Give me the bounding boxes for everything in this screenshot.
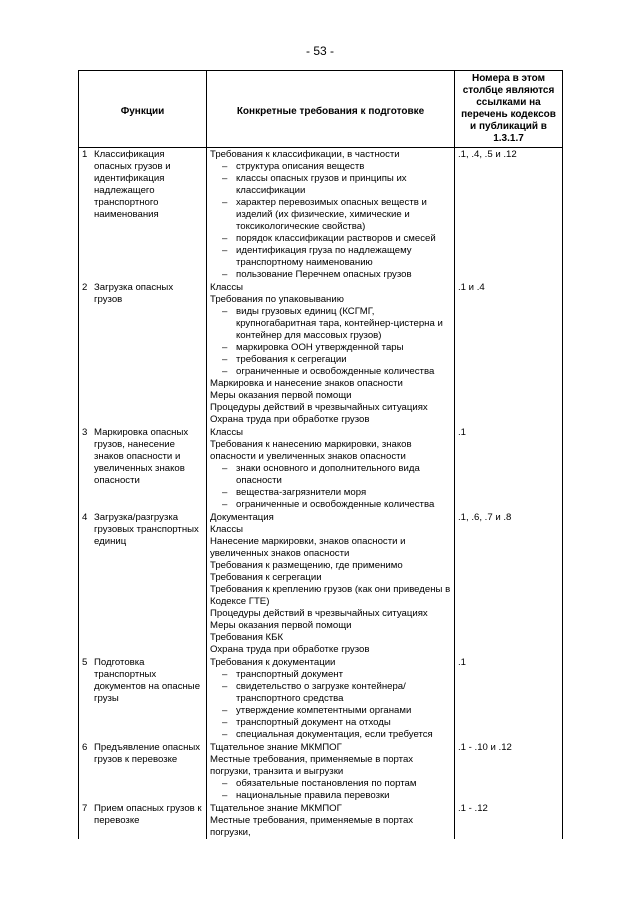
requirement-item: Маркировка и нанесение знаков опасности <box>210 378 403 389</box>
refs-cell: .1 <box>455 656 563 741</box>
dash-bullet: – <box>222 233 228 244</box>
function-number: 2 <box>82 282 88 293</box>
requirement-subitem-text: структура описания веществ <box>236 161 365 172</box>
table-row <box>79 741 563 802</box>
requirement-item: Требования к размещению, где применимо <box>210 560 403 571</box>
requirement-subitem-text: характер перевозимых опасных веществ и изделий (их физические, химические и токсикологические свойства) <box>236 197 427 232</box>
requirement-item: Процедуры действий в чрезвычайных ситуациях <box>210 608 428 619</box>
requirement-subitem <box>210 729 451 741</box>
requirement-item: Тщательное знание МКМПОГ <box>210 803 342 814</box>
requirement-subitem-text: утверждение компетентными органами <box>236 705 412 716</box>
requirement-subitem-text: ограниченные и освобожденные количества <box>236 499 435 510</box>
requirement-item: Меры оказания первой помощи <box>210 390 352 401</box>
refs-cell: .1 и .4 <box>455 281 563 426</box>
requirement-subitem <box>210 778 451 790</box>
refs-cell: .1, .4, .5 и .12 <box>455 148 563 282</box>
function-cell <box>79 741 207 802</box>
dash-bullet: – <box>222 681 228 692</box>
table-row <box>79 281 563 426</box>
requirement-subitem-text: идентификация груза по надлежащему транспортному наименованию <box>236 245 412 268</box>
table-row <box>79 426 563 511</box>
requirement-subitem-text: вещества-загрязнители моря <box>236 487 367 498</box>
requirement-item: Охрана труда при обработке грузов <box>210 644 370 655</box>
requirements-cell <box>207 741 455 802</box>
dash-bullet: – <box>222 173 228 184</box>
requirement-subitem <box>210 173 451 197</box>
requirement-subitem-text: транспортный документ на отходы <box>236 717 391 728</box>
dash-bullet: – <box>222 487 228 498</box>
function-number: 3 <box>82 427 88 438</box>
requirement-item: Процедуры действий в чрезвычайных ситуациях <box>210 402 428 413</box>
requirements-cell <box>207 511 455 656</box>
requirement-subitem <box>210 366 451 378</box>
requirement-subitem <box>210 233 451 245</box>
header-requirements: Конкретные требования к подготовке <box>207 71 455 148</box>
requirement-item: Местные требования, применяемые в портах погрузки, транзита и выгрузки <box>210 754 414 777</box>
function-text: Подготовка транспортных документов на опасные грузы <box>94 657 201 704</box>
requirement-subitem <box>210 306 451 342</box>
dash-bullet: – <box>222 778 228 789</box>
requirement-subitem <box>210 245 451 269</box>
requirement-item: Охрана труда при обработке грузов <box>210 414 370 425</box>
refs-cell: .1 <box>455 426 563 511</box>
header-functions: Функции <box>79 71 207 148</box>
function-text: Прием опасных грузов к перевозке <box>94 803 202 826</box>
function-cell <box>79 281 207 426</box>
function-text: Предъявление опасных грузов к перевозке <box>94 742 201 765</box>
requirement-subitem <box>210 269 451 281</box>
requirement-item: Требования к нанесению маркировки, знаков опасности и увеличенных знаков опасности <box>210 439 412 462</box>
requirement-subitem-text: классы опасных грузов и принципы их классификации <box>236 173 407 196</box>
table-row <box>79 148 563 282</box>
function-text: Классификация опасных грузов и идентификация надлежащего транспортного наименования <box>94 149 171 220</box>
requirement-subitem <box>210 681 451 705</box>
table-row <box>79 511 563 656</box>
dash-bullet: – <box>222 354 228 365</box>
function-number: 5 <box>82 657 88 668</box>
requirement-subitem <box>210 499 451 511</box>
requirement-item: Классы <box>210 282 244 293</box>
dash-bullet: – <box>222 705 228 716</box>
dash-bullet: – <box>222 499 228 510</box>
dash-bullet: – <box>222 669 228 680</box>
refs-cell: .1 - .12 <box>455 802 563 839</box>
requirement-subitem-text: ограниченные и освобожденные количества <box>236 366 435 377</box>
requirement-subitem <box>210 705 451 717</box>
requirement-subitem-text: транспортный документ <box>236 669 343 680</box>
function-number: 1 <box>82 149 88 160</box>
function-text: Маркировка опасных грузов, нанесение знаков опасности и увеличенных знаков опасности <box>94 427 189 486</box>
table-row <box>79 802 563 839</box>
requirement-subitem <box>210 342 451 354</box>
requirement-item: Документация <box>210 512 274 523</box>
dash-bullet: – <box>222 366 228 377</box>
requirement-subitem-text: специальная документация, если требуется <box>236 729 433 740</box>
requirement-item: Требования к сегрегации <box>210 572 322 583</box>
dash-bullet: – <box>222 790 228 801</box>
dash-bullet: – <box>222 245 228 256</box>
requirement-item: Тщательное знание МКМПОГ <box>210 742 342 753</box>
function-cell <box>79 148 207 282</box>
page-number: - 53 - <box>305 44 334 58</box>
dash-bullet: – <box>222 269 228 280</box>
requirement-subitem <box>210 487 451 499</box>
table-row <box>79 656 563 741</box>
function-cell <box>79 511 207 656</box>
dash-bullet: – <box>222 463 228 474</box>
requirement-subitem-text: виды грузовых единиц (КСГМГ, крупногабаритная тара, контейнер-цистерна и контейнер для массовых грузов) <box>236 306 443 341</box>
requirement-subitem-text: свидетельство о загрузке контейнера/транспортного средства <box>236 681 406 704</box>
dash-bullet: – <box>222 729 228 740</box>
function-text: Загрузка/разгрузка грузовых транспортных единиц <box>94 512 199 547</box>
requirement-subitem-text: маркировка ООН утвержденной тары <box>236 342 404 353</box>
dash-bullet: – <box>222 717 228 728</box>
requirement-item: Требования по упаковыванию <box>210 294 344 305</box>
requirement-item: Требования к креплению грузов (как они приведены в Кодексе ГТЕ) <box>210 584 451 607</box>
requirement-item: Требования КБК <box>210 632 284 643</box>
requirement-subitem-text: национальные правила перевозки <box>236 790 390 801</box>
table-header-row <box>79 71 563 148</box>
dash-bullet: – <box>222 197 228 208</box>
requirement-item: Классы <box>210 524 244 535</box>
requirement-item: Меры оказания первой помощи <box>210 620 352 631</box>
function-cell <box>79 426 207 511</box>
requirements-cell <box>207 148 455 282</box>
function-text: Загрузка опасных грузов <box>94 282 174 305</box>
requirement-subitem <box>210 669 451 681</box>
requirement-subitem <box>210 463 451 487</box>
requirement-subitem <box>210 790 451 802</box>
requirement-subitem <box>210 354 451 366</box>
requirements-cell <box>207 281 455 426</box>
function-cell <box>79 656 207 741</box>
requirement-subitem-text: обязательные постановления по портам <box>236 778 417 789</box>
dash-bullet: – <box>222 161 228 172</box>
requirement-item: Нанесение маркировки, знаков опасности и увеличенных знаков опасности <box>210 536 406 559</box>
function-number: 4 <box>82 512 88 523</box>
requirement-subitem-text: порядок классификации растворов и смесей <box>236 233 436 244</box>
requirement-item: Местные требования, применяемые в портах погрузки, <box>210 815 414 838</box>
dash-bullet: – <box>222 306 228 317</box>
requirement-item: Требования к документации <box>210 657 336 668</box>
dash-bullet: – <box>222 342 228 353</box>
requirement-subitem <box>210 717 451 729</box>
requirements-cell <box>207 426 455 511</box>
function-number: 7 <box>82 803 88 814</box>
requirement-subitem <box>210 197 451 233</box>
requirements-cell <box>207 802 455 839</box>
requirement-item: Требования к классификации, в частности <box>210 149 400 160</box>
requirement-subitem-text: знаки основного и дополнительного вида опасности <box>236 463 420 486</box>
requirement-subitem-text: требования к сегрегации <box>236 354 347 365</box>
function-number: 6 <box>82 742 88 753</box>
requirements-table <box>78 70 563 839</box>
refs-cell: .1 - .10 и .12 <box>455 741 563 802</box>
requirement-item: Классы <box>210 427 244 438</box>
requirement-subitem-text: пользование Перечнем опасных грузов <box>236 269 412 280</box>
refs-cell: .1, .6, .7 и .8 <box>455 511 563 656</box>
requirement-subitem <box>210 161 451 173</box>
header-refs: Номера в этом столбце являются ссылками на перечень кодексов и публикаций в 1.3.1.7 <box>455 71 563 148</box>
function-cell <box>79 802 207 839</box>
requirements-cell <box>207 656 455 741</box>
